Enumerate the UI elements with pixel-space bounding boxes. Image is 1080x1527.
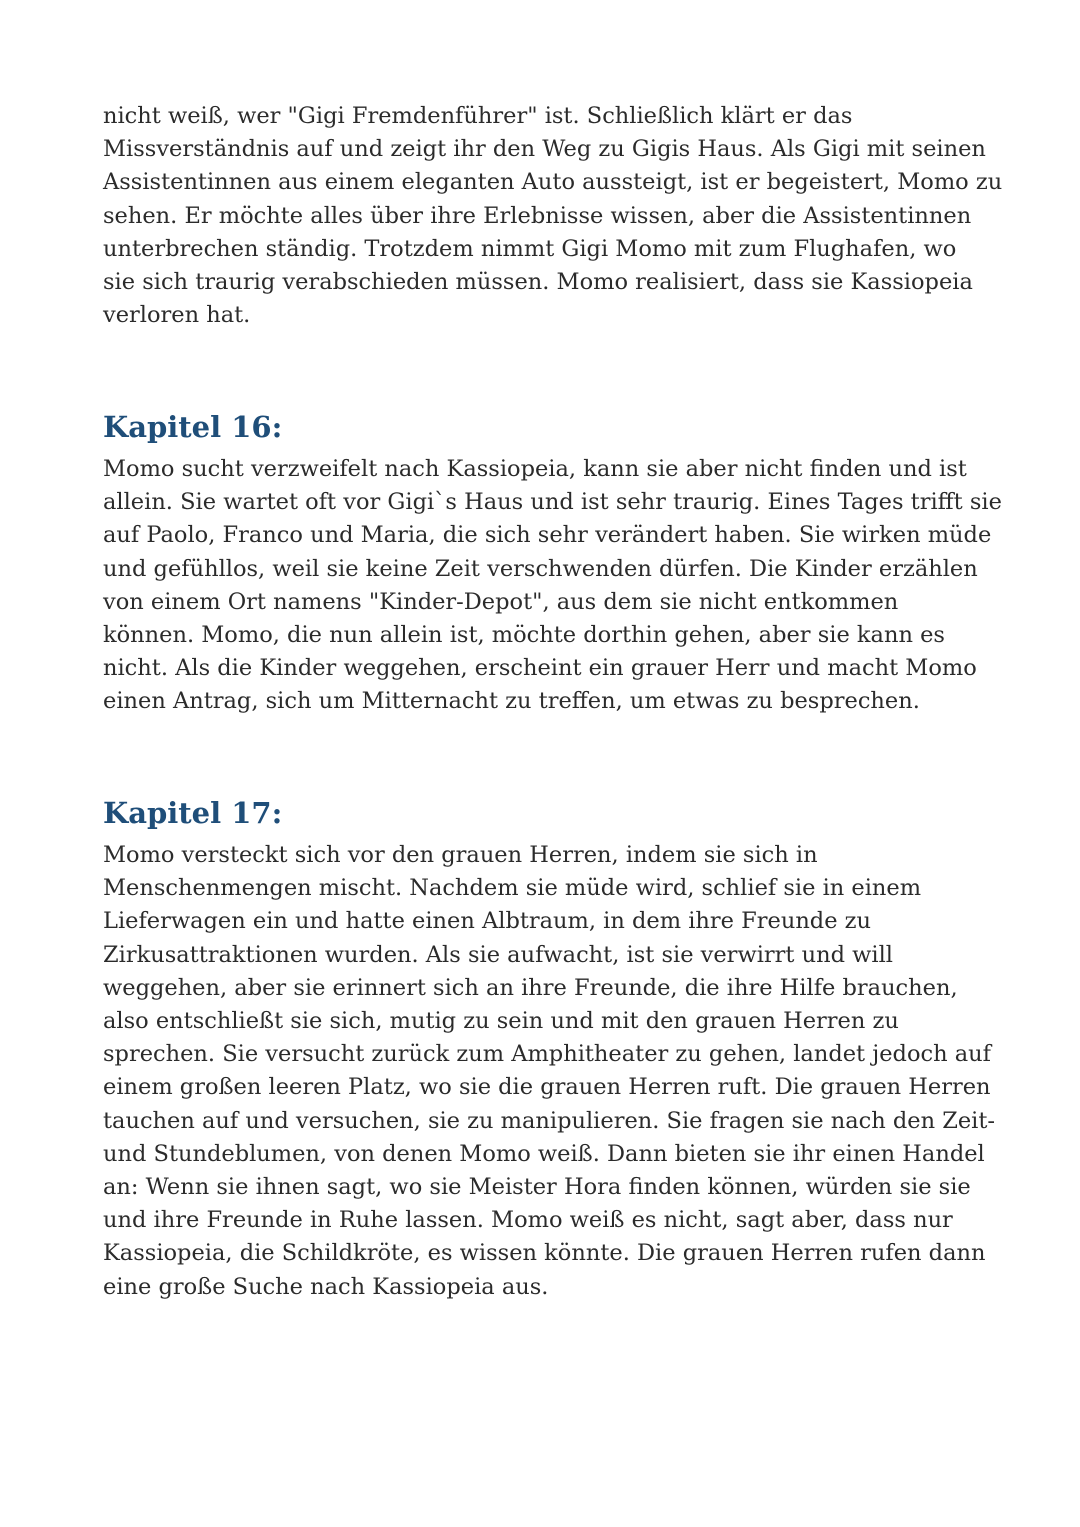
- text-line: Momo sucht verzweifelt nach Kassiopeia, kann sie aber nicht finden und ist: [103, 456, 967, 482]
- text-line: Zirkusattraktionen wurden. Als sie aufwacht, ist sie verwirrt und will: [103, 941, 893, 968]
- chapter-16-paragraph: [103, 453, 1002, 719]
- text-line: Menschenmengen mischt. Nachdem sie müde wird, schlief sie in einem: [103, 875, 922, 902]
- text-line: weggehen, aber sie erinnert sich an ihre Freunde, die ihre Hilfe brauchen,: [103, 974, 958, 1001]
- text-line: eine große Suche nach Kassiopeia aus.: [103, 1273, 549, 1300]
- text-line: sie sich traurig verabschieden müssen. Momo realisiert, dass sie Kassiopeia: [103, 269, 973, 296]
- text-line: können. Momo, die nun allein ist, möchte dorthin gehen, aber sie kann es: [103, 622, 945, 649]
- chapter-17-paragraph-block: [103, 839, 996, 1304]
- text-line: Missverständnis auf und zeigt ihr den Weg zu Gigis Haus. Als Gigi mit seinen: [103, 136, 986, 163]
- text-line: einen Antrag, sich um Mitternacht zu treffen, um etwas zu besprechen.: [103, 688, 920, 715]
- intro-paragraph: [103, 100, 1003, 332]
- text-line: und Stundeblumen, von denen Momo weiß. Dann bieten sie ihr einen Handel: [103, 1140, 985, 1167]
- chapter-16-heading: Kapitel 16:: [103, 410, 283, 444]
- text-line: Assistentinnen aus einem eleganten Auto aussteigt, ist er begeistert, Momo zu: [103, 169, 1003, 196]
- text-line: unterbrechen ständig. Trotzdem nimmt Gigi Momo mit zum Flughafen, wo: [103, 235, 957, 262]
- intro-paragraph-block: [103, 100, 1003, 332]
- text-line: also entschließt sie sich, mutig zu sein und mit den grauen Herren zu: [103, 1008, 899, 1035]
- text-line: Kassiopeia, die Schildkröte, es wissen könnte. Die grauen Herren rufen dann: [103, 1240, 986, 1267]
- text-line: Momo versteckt sich vor den grauen Herren, indem sie sich in: [103, 842, 818, 868]
- chapter-17-heading: Kapitel 17:: [103, 796, 283, 830]
- chapter-17-paragraph: [103, 839, 996, 1304]
- text-line: Lieferwagen ein und hatte einen Albtraum, in dem ihre Freunde zu: [103, 908, 872, 935]
- text-line: sprechen. Sie versucht zurück zum Amphitheater zu gehen, landet jedoch auf: [103, 1041, 991, 1068]
- text-line: nicht weiß, wer "Gigi Fremdenführer" ist. Schließlich klärt er das: [103, 103, 853, 129]
- text-line: und ihre Freunde in Ruhe lassen. Momo weiß es nicht, sagt aber, dass nur: [103, 1207, 953, 1234]
- text-line: an: Wenn sie ihnen sagt, wo sie Meister Hora finden können, würden sie sie: [103, 1174, 971, 1201]
- text-line: einem großen leeren Platz, wo sie die grauen Herren ruft. Die grauen Herren: [103, 1074, 991, 1101]
- text-line: verloren hat.: [103, 302, 251, 329]
- text-line: allein. Sie wartet oft vor Gigi`s Haus und ist sehr traurig. Eines Tages trifft sie: [103, 489, 1002, 516]
- text-line: von einem Ort namens "Kinder-Depot", aus dem sie nicht entkommen: [103, 588, 899, 615]
- text-line: und gefühllos, weil sie keine Zeit verschwenden dürfen. Die Kinder erzählen: [103, 555, 978, 582]
- chapter-16-paragraph-block: [103, 453, 1002, 719]
- text-line: auf Paolo, Franco und Maria, die sich sehr verändert haben. Sie wirken müde: [103, 522, 992, 549]
- text-line: sehen. Er möchte alles über ihre Erlebnisse wissen, aber die Assistentinnen: [103, 202, 972, 229]
- text-line: nicht. Als die Kinder weggehen, erscheint ein grauer Herr und macht Momo: [103, 655, 977, 682]
- text-line: tauchen auf und versuchen, sie zu manipulieren. Sie fragen sie nach den Zeit-: [103, 1107, 996, 1134]
